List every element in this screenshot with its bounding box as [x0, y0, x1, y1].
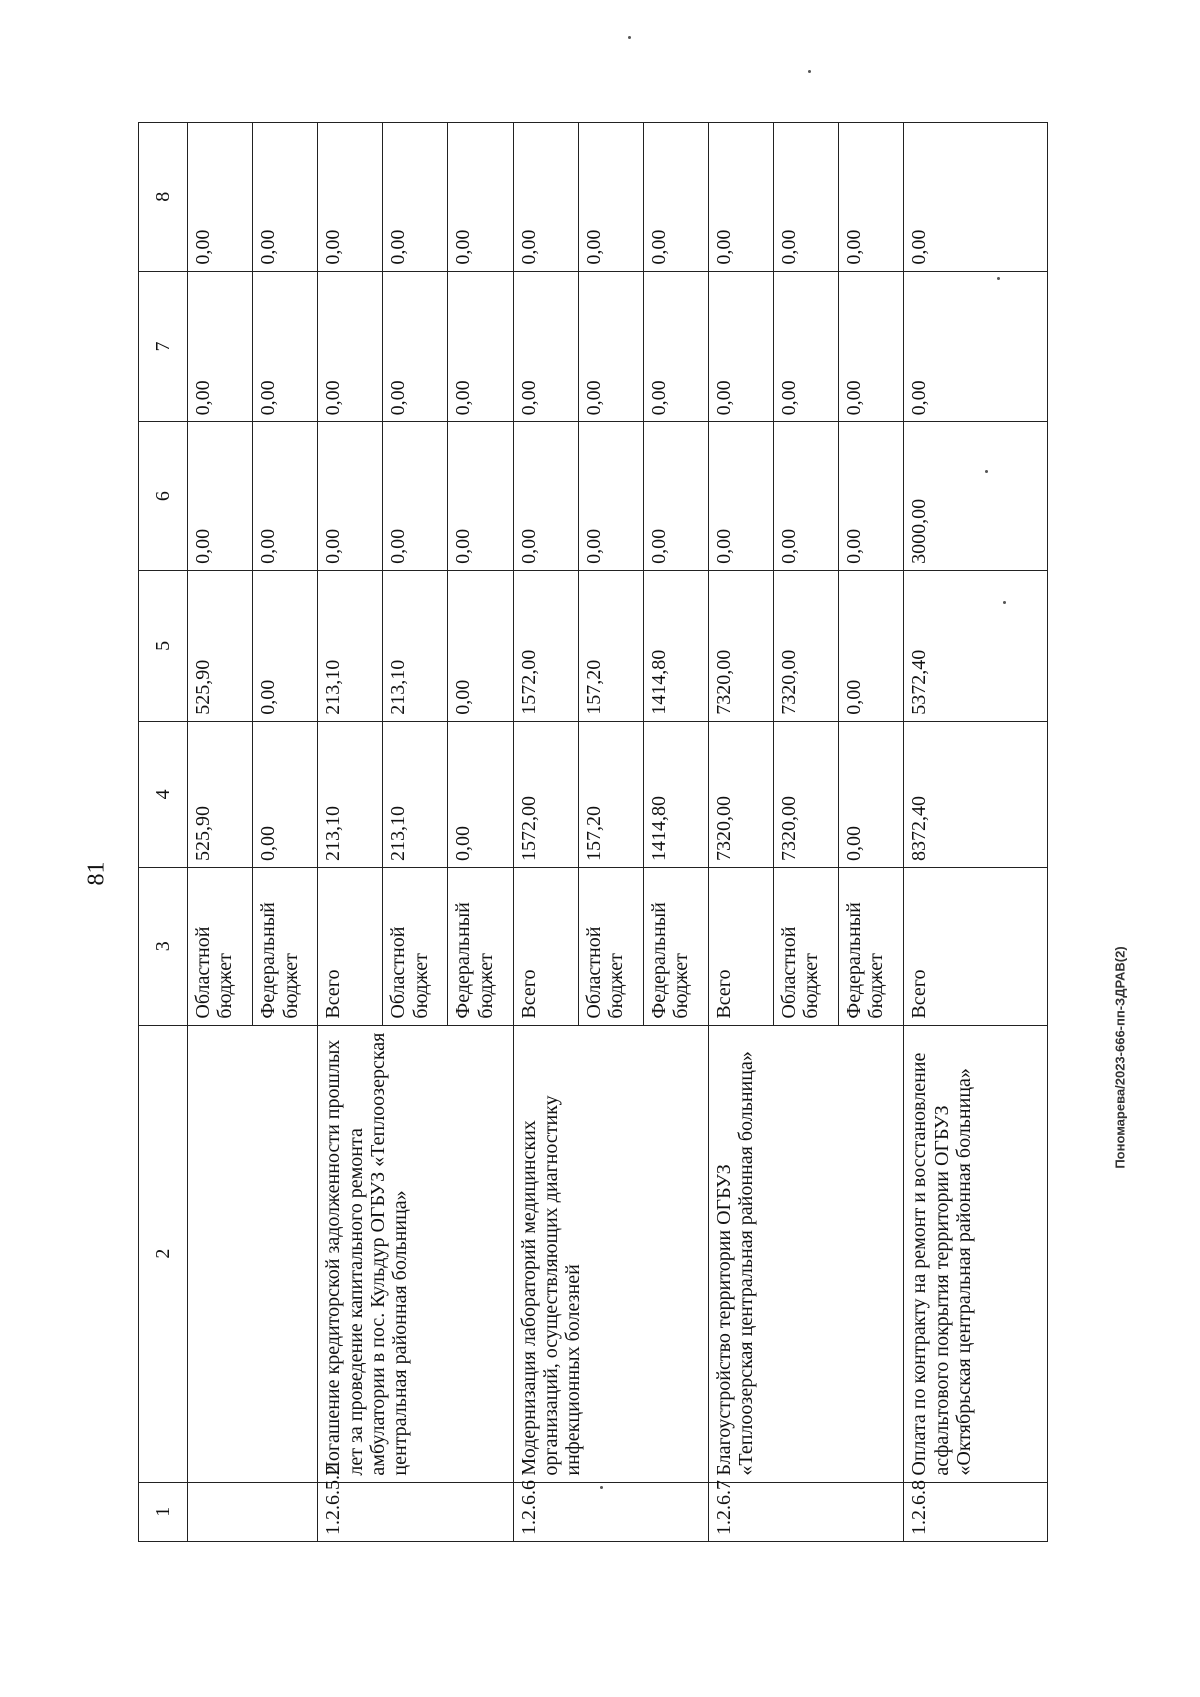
value-col8-cell: 0,00 — [773, 123, 838, 272]
value-col7-cell: 0,00 — [578, 271, 643, 422]
value-col7-cell: 0,00 — [708, 271, 773, 422]
value-col5-cell: 525,90 — [188, 570, 253, 721]
value-col5-cell: 1414,80 — [643, 570, 708, 721]
value-col7-cell: 0,00 — [188, 271, 253, 422]
value-col6-cell: 0,00 — [513, 422, 578, 571]
value-col5-cell: 213,10 — [383, 570, 448, 721]
table-row — [904, 123, 1048, 1542]
value-col7-cell: 0,00 — [318, 271, 383, 422]
value-col4-cell: 1414,80 — [643, 721, 708, 867]
funding-source-cell: Федеральный бюджет — [839, 867, 904, 1025]
col-header-2: 2 — [139, 1025, 188, 1482]
value-col6-cell: 0,00 — [708, 422, 773, 571]
value-col8-cell: 0,00 — [253, 123, 318, 272]
value-col4-cell: 8372,40 — [904, 721, 1048, 867]
funding-source-cell: Областной бюджет — [383, 867, 448, 1025]
item-name-cell — [188, 1025, 318, 1482]
funding-source-cell: Федеральный бюджет — [448, 867, 513, 1025]
value-col5-cell: 7320,00 — [773, 570, 838, 721]
col-header-4: 4 — [139, 721, 188, 867]
funding-source-cell: Всего — [708, 867, 773, 1025]
item-name-cell: Благоустройство территории ОГБУЗ «Теплоозерская центральная районная больница» — [708, 1025, 903, 1482]
value-col8-cell: 0,00 — [188, 123, 253, 272]
value-col6-cell: 0,00 — [188, 422, 253, 571]
funding-source-cell: Всего — [513, 867, 578, 1025]
value-col7-cell: 0,00 — [643, 271, 708, 422]
item-name-cell: Модернизация лабораторий медицинских организаций, осуществляющих диагностику инфекционных болезней — [513, 1025, 708, 1482]
value-col6-cell: 0,00 — [318, 422, 383, 571]
funding-source-cell: Всего — [318, 867, 383, 1025]
item-code-cell — [188, 1482, 318, 1541]
value-col7-cell: 0,00 — [513, 271, 578, 422]
value-col4-cell: 0,00 — [839, 721, 904, 867]
col-header-6: 6 — [139, 422, 188, 571]
value-col4-cell: 1572,00 — [513, 721, 578, 867]
value-col8-cell: 0,00 — [839, 123, 904, 272]
item-code-cell: 1.2.6.5.2 — [318, 1482, 513, 1541]
value-col8-cell: 0,00 — [643, 123, 708, 272]
item-code-cell: 1.2.6.8 — [904, 1482, 1048, 1541]
value-col7-cell: 0,00 — [839, 271, 904, 422]
value-col7-cell: 0,00 — [383, 271, 448, 422]
funding-source-cell: Областной бюджет — [188, 867, 253, 1025]
value-col4-cell: 7320,00 — [773, 721, 838, 867]
value-col5-cell: 157,20 — [578, 570, 643, 721]
header-row — [139, 123, 188, 1542]
value-col4-cell: 0,00 — [253, 721, 318, 867]
funding-source-cell: Областной бюджет — [578, 867, 643, 1025]
value-col8-cell: 0,00 — [904, 123, 1048, 272]
col-header-1: 1 — [139, 1482, 188, 1541]
scan-speck — [985, 470, 988, 473]
table-row — [708, 123, 773, 1542]
scan-speck — [997, 277, 1000, 280]
value-col4-cell: 213,10 — [383, 721, 448, 867]
value-col5-cell: 0,00 — [253, 570, 318, 721]
value-col5-cell: 5372,40 — [904, 570, 1048, 721]
value-col4-cell: 213,10 — [318, 721, 383, 867]
scan-speck — [600, 1486, 603, 1489]
item-code-cell: 1.2.6.7 — [708, 1482, 903, 1541]
value-col5-cell: 1572,00 — [513, 570, 578, 721]
rotated-table-container — [138, 122, 1048, 1542]
page-number: 81 — [83, 861, 110, 886]
col-header-5: 5 — [139, 570, 188, 721]
budget-table — [138, 122, 1048, 1542]
table-row — [318, 123, 383, 1542]
value-col6-cell: 0,00 — [578, 422, 643, 571]
funding-source-cell: Областной бюджет — [773, 867, 838, 1025]
value-col8-cell: 0,00 — [448, 123, 513, 272]
funding-source-cell: Всего — [904, 867, 1048, 1025]
scan-speck — [1003, 601, 1006, 604]
value-col8-cell: 0,00 — [708, 123, 773, 272]
table-row — [513, 123, 578, 1542]
value-col4-cell: 7320,00 — [708, 721, 773, 867]
value-col6-cell: 3000,00 — [904, 422, 1048, 571]
value-col6-cell: 0,00 — [448, 422, 513, 571]
value-col7-cell: 0,00 — [253, 271, 318, 422]
value-col4-cell: 0,00 — [448, 721, 513, 867]
col-header-3: 3 — [139, 867, 188, 1025]
value-col5-cell: 213,10 — [318, 570, 383, 721]
scan-speck — [628, 36, 631, 39]
value-col8-cell: 0,00 — [578, 123, 643, 272]
value-col6-cell: 0,00 — [643, 422, 708, 571]
value-col8-cell: 0,00 — [318, 123, 383, 272]
value-col5-cell: 0,00 — [448, 570, 513, 721]
item-name-cell: Погашение кредиторской задолженности прошлых лет за проведение капитального ремонта амбулатории в пос. Кульдур ОГБУЗ «Теплоозерская центральная районная больница» — [318, 1025, 513, 1482]
value-col7-cell: 0,00 — [448, 271, 513, 422]
value-col4-cell: 157,20 — [578, 721, 643, 867]
col-header-7: 7 — [139, 271, 188, 422]
value-col4-cell: 525,90 — [188, 721, 253, 867]
value-col6-cell: 0,00 — [839, 422, 904, 571]
value-col8-cell: 0,00 — [383, 123, 448, 272]
table-row — [188, 123, 253, 1542]
funding-source-cell: Федеральный бюджет — [253, 867, 318, 1025]
value-col6-cell: 0,00 — [383, 422, 448, 571]
funding-source-cell: Федеральный бюджет — [643, 867, 708, 1025]
value-col5-cell: 7320,00 — [708, 570, 773, 721]
value-col5-cell: 0,00 — [839, 570, 904, 721]
value-col7-cell: 0,00 — [904, 271, 1048, 422]
value-col7-cell: 0,00 — [773, 271, 838, 422]
table-body — [188, 123, 1048, 1542]
col-header-8: 8 — [139, 123, 188, 272]
scan-speck — [808, 70, 811, 73]
item-name-cell: Оплата по контракту на ремонт и восстановление асфальтового покрытия территории ОГБУЗ «Октябрьская центральная районная больница» — [904, 1025, 1048, 1482]
value-col6-cell: 0,00 — [253, 422, 318, 571]
item-code-cell: 1.2.6.6 — [513, 1482, 708, 1541]
document-code: Пономарева/2023-666-пп-ЗДРАВ(2) — [1112, 946, 1128, 1169]
value-col6-cell: 0,00 — [773, 422, 838, 571]
value-col8-cell: 0,00 — [513, 123, 578, 272]
